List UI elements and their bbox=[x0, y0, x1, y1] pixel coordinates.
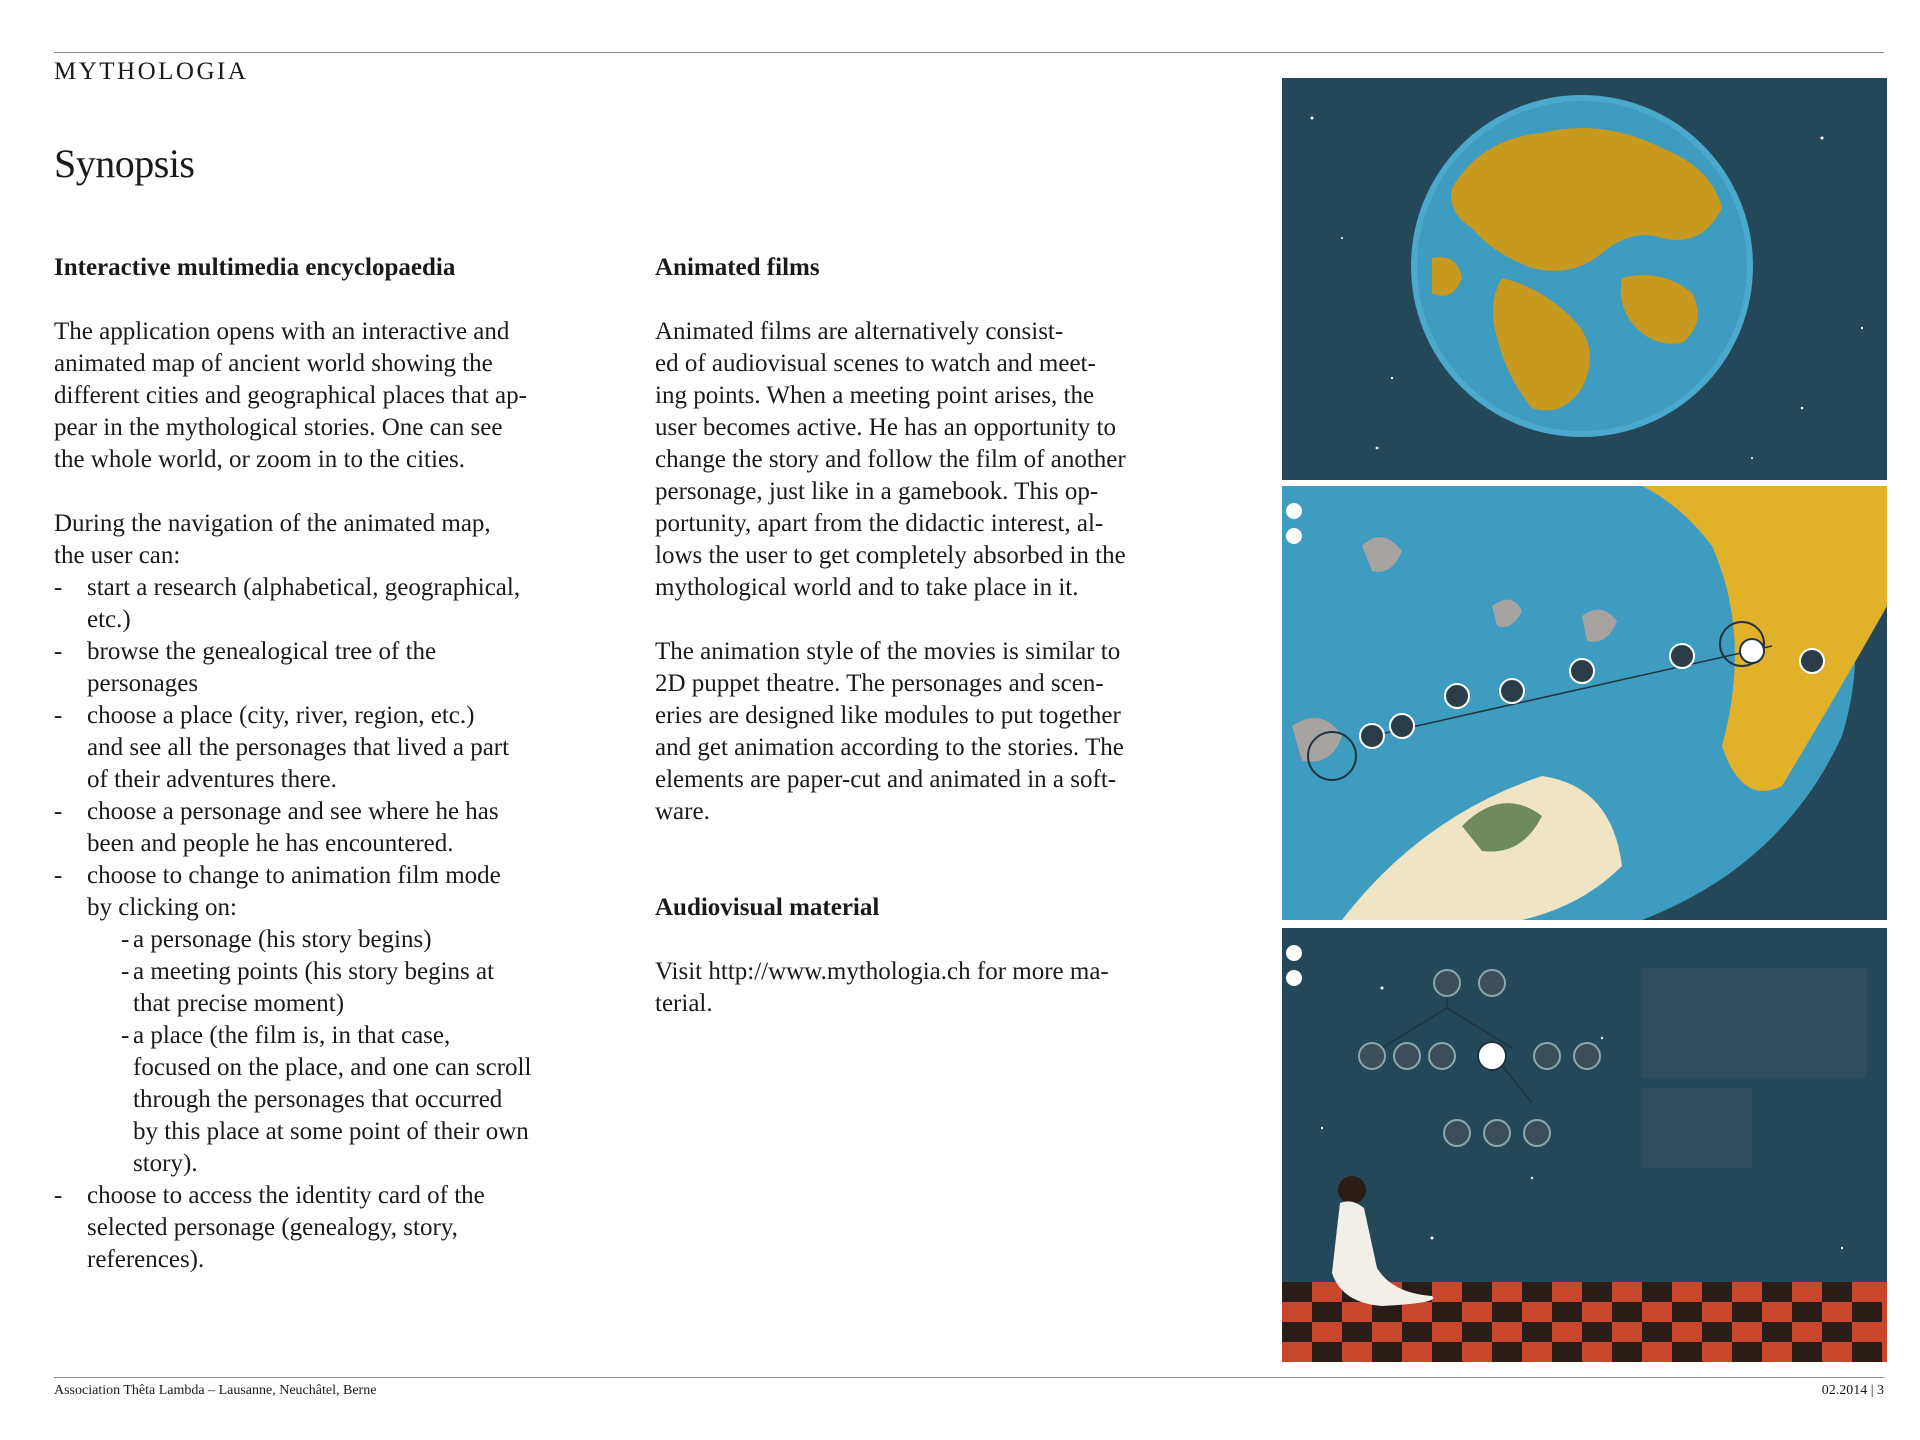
text-line: terial. bbox=[655, 990, 713, 1017]
dash-bullet: - bbox=[54, 574, 63, 601]
audiovisual-paragraph bbox=[655, 956, 1215, 1020]
text-line: lows the user to get completely absorbed in the bbox=[655, 542, 1126, 569]
text-line: and see all the personages that lived a part bbox=[87, 734, 510, 761]
dash-bullet: - bbox=[121, 1022, 130, 1049]
text-line: ed of audiovisual scenes to watch and meet- bbox=[655, 350, 1096, 377]
text-line: by clicking on: bbox=[87, 894, 237, 921]
globe-illustration bbox=[1282, 78, 1887, 480]
text-line: ing points. When a meeting point arises, the bbox=[655, 382, 1095, 409]
list-item bbox=[54, 1180, 614, 1276]
text-line: focused on the place, and one can scroll bbox=[133, 1054, 532, 1081]
list-item bbox=[54, 572, 614, 636]
text-line: choose a personage and see where he has bbox=[87, 798, 499, 825]
list-item bbox=[54, 860, 614, 924]
text-line: choose a place (city, river, region, etc.) bbox=[87, 702, 475, 729]
dash-bullet: - bbox=[54, 702, 63, 729]
text-line: The animation style of the movies is similar to bbox=[655, 638, 1121, 665]
text-line: by this place at some point of their own bbox=[133, 1118, 529, 1145]
text-line: user becomes active. He has an opportunity to bbox=[655, 414, 1116, 441]
brand-title: MYTHOLOGIA bbox=[54, 58, 249, 85]
text-line: choose to access the identity card of the bbox=[87, 1182, 485, 1209]
sub-list-item bbox=[54, 956, 614, 1020]
footer-rule bbox=[54, 1377, 1884, 1378]
section-heading-encyclopaedia: Interactive multimedia encyclopaedia bbox=[54, 254, 456, 281]
text-line: a meeting points (his story begins at bbox=[133, 958, 495, 985]
text-line: the whole world, or zoom in to the cities. bbox=[54, 446, 466, 473]
dash-bullet: - bbox=[54, 638, 63, 665]
genealogy-illustration bbox=[1282, 928, 1887, 1362]
text-line: of their adventures there. bbox=[87, 766, 337, 793]
dash-bullet: - bbox=[54, 862, 63, 889]
text-line: change the story and follow the film of another bbox=[655, 446, 1126, 473]
text-line: personages bbox=[87, 670, 199, 697]
sub-list-item bbox=[54, 924, 614, 956]
page-title: Synopsis bbox=[54, 141, 195, 186]
text-line: Visit http://www.mythologia.ch for more ma- bbox=[655, 958, 1109, 985]
text-line: animated map of ancient world showing the bbox=[54, 350, 493, 377]
text-line: pear in the mythological stories. One can see bbox=[54, 414, 503, 441]
text-line: through the personages that occurred bbox=[133, 1086, 503, 1113]
text-line: a personage (his story begins) bbox=[133, 926, 432, 953]
section-heading-audiovisual: Audiovisual material bbox=[655, 894, 880, 921]
text-line: selected personage (genealogy, story, bbox=[87, 1214, 458, 1241]
dash-bullet: - bbox=[121, 926, 130, 953]
text-line: choose to change to animation film mode bbox=[87, 862, 501, 889]
list-item bbox=[54, 636, 614, 700]
dash-bullet: - bbox=[54, 1182, 63, 1209]
text-line: eries are designed like modules to put together bbox=[655, 702, 1121, 729]
text-line: and get animation according to the stories. The bbox=[655, 734, 1124, 761]
text-line: references). bbox=[87, 1246, 205, 1273]
text-line: browse the genealogical tree of the bbox=[87, 638, 437, 665]
list-item bbox=[54, 700, 614, 796]
text-line: ware. bbox=[655, 798, 710, 825]
section-heading-animated-films: Animated films bbox=[655, 254, 820, 281]
sub-list-item bbox=[54, 1020, 614, 1180]
intro-paragraph bbox=[54, 316, 614, 476]
animated-films-paragraph bbox=[655, 316, 1215, 604]
navigation-intro bbox=[54, 508, 614, 572]
footer-page-info: 02.2014 | 3 bbox=[1821, 1383, 1884, 1398]
text-line: 2D puppet theatre. The personages and scen- bbox=[655, 670, 1104, 697]
text-line: story). bbox=[133, 1150, 198, 1177]
text-line: The application opens with an interactive and bbox=[54, 318, 510, 345]
list-item bbox=[54, 796, 614, 860]
text-line: that precise moment) bbox=[133, 990, 345, 1017]
dash-bullet: - bbox=[54, 798, 63, 825]
text-line: the user can: bbox=[54, 542, 181, 569]
dash-bullet: - bbox=[121, 958, 130, 985]
text-line: mythological world and to take place in it. bbox=[655, 574, 1079, 601]
text-line: different cities and geographical places that ap- bbox=[54, 382, 527, 409]
footer-organization: Association Thêta Lambda – Lausanne, Neuchâtel, Berne bbox=[54, 1383, 377, 1398]
text-line: been and people he has encountered. bbox=[87, 830, 454, 857]
text-line: personage, just like in a gamebook. This op- bbox=[655, 478, 1099, 505]
text-line: During the navigation of the animated map, bbox=[54, 510, 491, 537]
left-column bbox=[54, 252, 614, 1276]
text-line: a place (the film is, in that case, bbox=[133, 1022, 451, 1049]
middle-column bbox=[655, 252, 1215, 1020]
text-line: start a research (alphabetical, geographical, bbox=[87, 574, 521, 601]
text-line: etc.) bbox=[87, 606, 131, 633]
text-line: elements are paper-cut and animated in a soft- bbox=[655, 766, 1117, 793]
header-rule bbox=[54, 52, 1884, 53]
text-line: Animated films are alternatively consist- bbox=[655, 318, 1064, 345]
animation-style-paragraph bbox=[655, 636, 1215, 828]
text-line: portunity, apart from the didactic interest, al- bbox=[655, 510, 1104, 537]
map-illustration bbox=[1282, 486, 1887, 920]
